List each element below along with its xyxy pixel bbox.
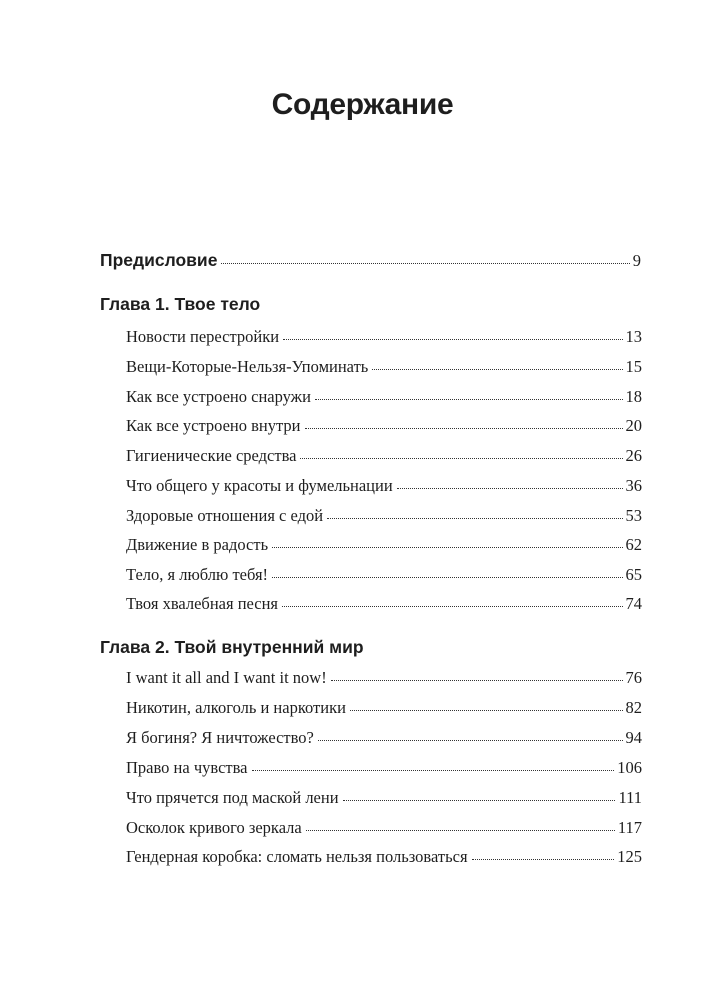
toc-entry-page: 111 — [618, 788, 642, 807]
toc-entry-page: 36 — [625, 476, 642, 495]
toc-entry-label: Что прячется под маской лени — [126, 788, 339, 807]
chapter-heading: Глава 1. Твое тело — [100, 294, 261, 314]
toc-entry-page: 106 — [617, 758, 642, 777]
toc-entry-page: 74 — [625, 594, 642, 613]
dot-leader — [252, 770, 615, 771]
toc-entry-label: Новости перестройки — [126, 327, 280, 346]
toc-entry — [126, 387, 642, 407]
dot-leader — [305, 428, 623, 429]
toc-entry-label: Вещи-Которые-Нельзя-Упоминать — [126, 357, 369, 376]
dot-leader — [343, 800, 616, 801]
toc-entry-page: 117 — [617, 818, 642, 837]
dot-leader — [221, 263, 629, 264]
toc-entry-label: Гигиенические средства — [126, 446, 297, 465]
toc-entry-page: 62 — [625, 535, 642, 554]
toc-entry — [126, 446, 642, 466]
toc-entry-page: 9 — [632, 251, 641, 270]
toc-entry-page: 82 — [625, 698, 642, 717]
toc-entry-page: 26 — [625, 446, 642, 465]
toc-entry — [126, 476, 642, 496]
dot-leader — [315, 399, 623, 400]
toc-entry — [126, 728, 642, 748]
page-title: Содержание — [271, 88, 454, 121]
toc-entry — [126, 594, 642, 614]
toc-entry-label: Предисловие — [100, 250, 218, 270]
toc-entry-label: Движение в радость — [126, 535, 269, 554]
toc-entry-label: Я богиня? Я ничтожество? — [126, 728, 314, 747]
toc-entry — [126, 565, 642, 585]
toc-entry-label: Что общего у красоты и фумельнации — [126, 476, 393, 495]
toc-entry-label: Как все устроено внутри — [126, 416, 301, 435]
toc-entry-label: Тело, я люблю тебя! — [126, 565, 269, 584]
dot-leader — [318, 740, 623, 741]
dot-leader — [272, 577, 622, 578]
dot-leader — [272, 547, 622, 548]
dot-leader — [397, 488, 623, 489]
toc-entry — [126, 357, 642, 377]
dot-leader — [283, 339, 622, 340]
toc-entry-page: 65 — [625, 565, 642, 584]
toc-entry-label: I want it all and I want it now! — [126, 668, 327, 687]
toc-entry — [126, 847, 642, 867]
toc-entry-label: Здоровые отношения с едой — [126, 506, 324, 525]
chapter-heading: Глава 2. Твой внутренний мир — [100, 637, 364, 657]
toc-entry — [126, 506, 642, 526]
toc-entry — [126, 698, 642, 718]
toc-entry — [126, 668, 642, 688]
dot-leader — [331, 680, 623, 681]
toc-entry-label: Право на чувства — [126, 758, 248, 777]
dot-leader — [300, 458, 622, 459]
toc-entry — [126, 535, 642, 555]
toc-entry — [126, 818, 642, 838]
toc-entry-label: Гендерная коробка: сломать нельзя пользоваться — [126, 847, 468, 866]
dot-leader — [472, 859, 615, 860]
toc-entry — [126, 788, 642, 808]
toc-entry-page: 125 — [617, 847, 642, 866]
toc-entry-page: 76 — [625, 668, 642, 687]
toc-entry-label: Осколок кривого зеркала — [126, 818, 302, 837]
toc-entry — [126, 327, 642, 347]
toc-entry-label: Как все устроено снаружи — [126, 387, 311, 406]
toc-entry-page: 94 — [625, 728, 642, 747]
dot-leader — [350, 710, 623, 711]
toc-entry-page: 15 — [625, 357, 642, 376]
dot-leader — [306, 830, 615, 831]
toc-entry-page: 18 — [625, 387, 642, 406]
dot-leader — [327, 518, 622, 519]
toc-entry-page: 20 — [625, 416, 642, 435]
toc-entry — [126, 758, 642, 778]
toc-entry-preface — [100, 250, 641, 271]
dot-leader — [282, 606, 622, 607]
toc-entry-page: 13 — [625, 327, 642, 346]
toc-entry-page: 53 — [625, 506, 642, 525]
dot-leader — [372, 369, 622, 370]
toc-entry-label: Никотин, алкоголь и наркотики — [126, 698, 346, 717]
toc-entry-label: Твоя хвалебная песня — [126, 594, 279, 613]
toc-entry — [126, 416, 642, 436]
